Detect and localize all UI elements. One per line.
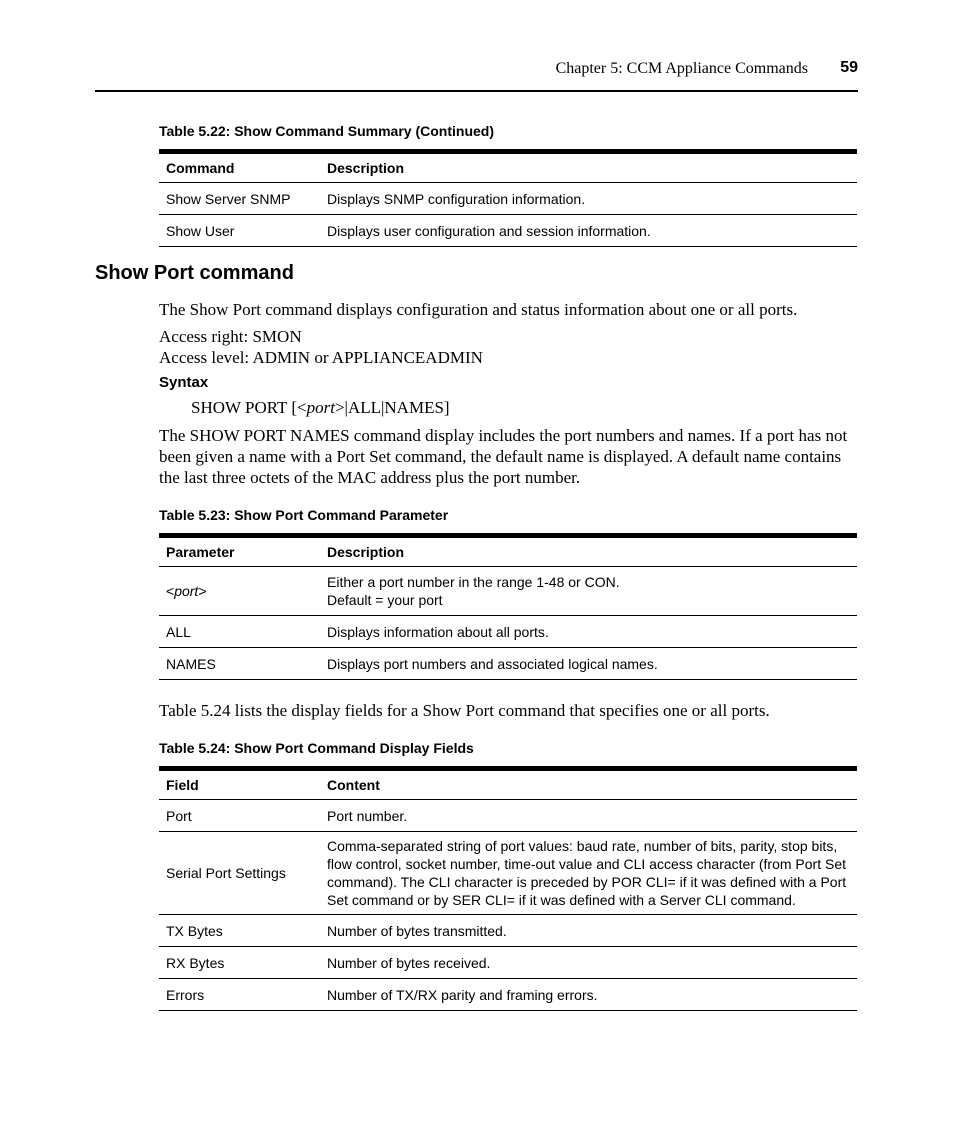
column-header-field: Field	[159, 769, 320, 800]
table-523	[159, 533, 857, 680]
command-cell: Show User	[159, 215, 320, 247]
syntax-suffix: >|ALL|NAMES]	[334, 398, 450, 417]
column-header-description: Description	[320, 536, 857, 567]
port-param: port	[174, 583, 199, 599]
description-cell: Displays information about all ports.	[320, 616, 857, 648]
table-522-caption: Table 5.22: Show Command Summary (Continued)	[159, 123, 495, 139]
description-cell: Displays SNMP configuration information.	[320, 183, 857, 215]
table-row	[159, 947, 857, 979]
table-523-caption: Table 5.23: Show Port Command Parameter	[159, 507, 449, 523]
field-cell: Port	[159, 800, 320, 832]
parameter-cell: <port>	[159, 567, 320, 616]
parameter-cell: ALL	[159, 616, 320, 648]
table-row	[159, 567, 857, 616]
syntax-label: Syntax	[159, 374, 209, 391]
chapter-title: Chapter 5: CCM Appliance Commands	[555, 60, 808, 77]
column-header-description: Description	[320, 152, 857, 183]
table-row	[159, 215, 857, 247]
table-header-row	[159, 536, 857, 567]
table-row	[159, 832, 857, 915]
field-cell: TX Bytes	[159, 915, 320, 947]
description-cell: Displays user configuration and session information.	[320, 215, 857, 247]
content-cell: Comma-separated string of port values: baud rate, number of bits, parity, stop bits, flow control, socket number, time-out value and CLI access character (from Port Set command). The CLI character is preceded by POR CLI= if it was defined with a Port Set command or by SER CLI= if it was defined with a Server CLI command.	[320, 832, 857, 915]
syntax-prefix: SHOW PORT [<	[191, 398, 307, 417]
section-title: Show Port command	[95, 262, 294, 284]
parameter-cell: NAMES	[159, 648, 320, 680]
table-row	[159, 979, 857, 1011]
content-cell: Port number.	[320, 800, 857, 832]
content-cell: Number of bytes transmitted.	[320, 915, 857, 947]
syntax-line	[191, 398, 450, 418]
field-cell: Errors	[159, 979, 320, 1011]
access-level: Access level: ADMIN or APPLIANCEADMIN	[159, 348, 483, 367]
content-cell: Number of bytes received.	[320, 947, 857, 979]
table-row	[159, 183, 857, 215]
intro-paragraph: The Show Port command displays configuration and status information about one or all ports.	[159, 300, 798, 319]
page-header	[95, 56, 858, 92]
description-cell: Either a port number in the range 1-48 or CON. Default = your port	[320, 567, 857, 616]
column-header-parameter: Parameter	[159, 536, 320, 567]
column-header-command: Command	[159, 152, 320, 183]
table-ref-paragraph: Table 5.24 lists the display fields for a Show Port command that specifies one or all ports.	[159, 701, 770, 720]
column-header-content: Content	[320, 769, 857, 800]
table-header-row	[159, 152, 857, 183]
content-cell: Number of TX/RX parity and framing errors.	[320, 979, 857, 1011]
table-header-row	[159, 769, 857, 800]
description-cell: Displays port numbers and associated logical names.	[320, 648, 857, 680]
table-524	[159, 766, 857, 1011]
table-row	[159, 616, 857, 648]
table-524-caption: Table 5.24: Show Port Command Display Fields	[159, 740, 474, 756]
command-cell: Show Server SNMP	[159, 183, 320, 215]
table-row	[159, 648, 857, 680]
page-number: 59	[840, 59, 858, 76]
table-522	[159, 149, 857, 247]
table-row	[159, 915, 857, 947]
field-cell: RX Bytes	[159, 947, 320, 979]
access-right: Access right: SMON	[159, 327, 302, 346]
field-cell: Serial Port Settings	[159, 832, 320, 915]
syntax-port-param: port	[306, 398, 335, 417]
names-paragraph: The SHOW PORT NAMES command display includes the port numbers and names. If a port has not been given a name with a Port Set command, the default name is displayed. A default name contains the last three octets of the MAC address plus the port number.	[159, 426, 848, 487]
table-row	[159, 800, 857, 832]
